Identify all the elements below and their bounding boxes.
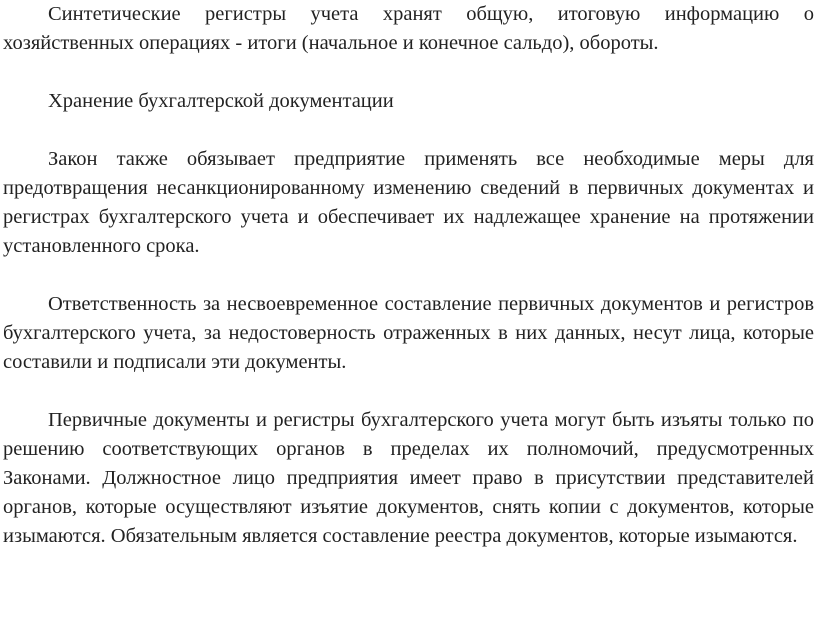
paragraph-seizure: Первичные документы и регистры бухгалтерского учета могут быть изъяты только по решению соответствующих органов в пределах их полномочий, предусмотренных Законами. Должностное лицо предприятия имеет право в присутствии представителей органов, которые осуществляют изъятие документов, снять копии с документов, которые изымаются. Обязательным является составление реестра документов, которые изымаются. xyxy=(3,409,814,547)
section-heading: Хранение бухгалтерской документации xyxy=(48,90,394,112)
paragraph-responsibility: Ответственность за несвоевременное составление первичных документов и регистров бухгалтерского учета, за недостоверность отраженных в них данных, несут лица, которые составили и подписали эти документы. xyxy=(3,293,814,373)
spacer xyxy=(3,116,814,145)
spacer xyxy=(3,377,814,406)
spacer xyxy=(3,58,814,87)
paragraph-law-obligations: Закон также обязывает предприятие применять все необходимые меры для предотвращения несанкционированному изменению сведений в первичных документах и регистрах бухгалтерского учета и обеспечивает их надлежащее хранение на протяжении установленного срока. xyxy=(3,148,814,257)
paragraph-synthetic-registers: Синтетические регистры учета хранят общую, итоговую информацию о хозяйственных операциях - итоги (начальное и конечное сальдо), обороты. xyxy=(3,3,814,54)
spacer xyxy=(3,261,814,290)
